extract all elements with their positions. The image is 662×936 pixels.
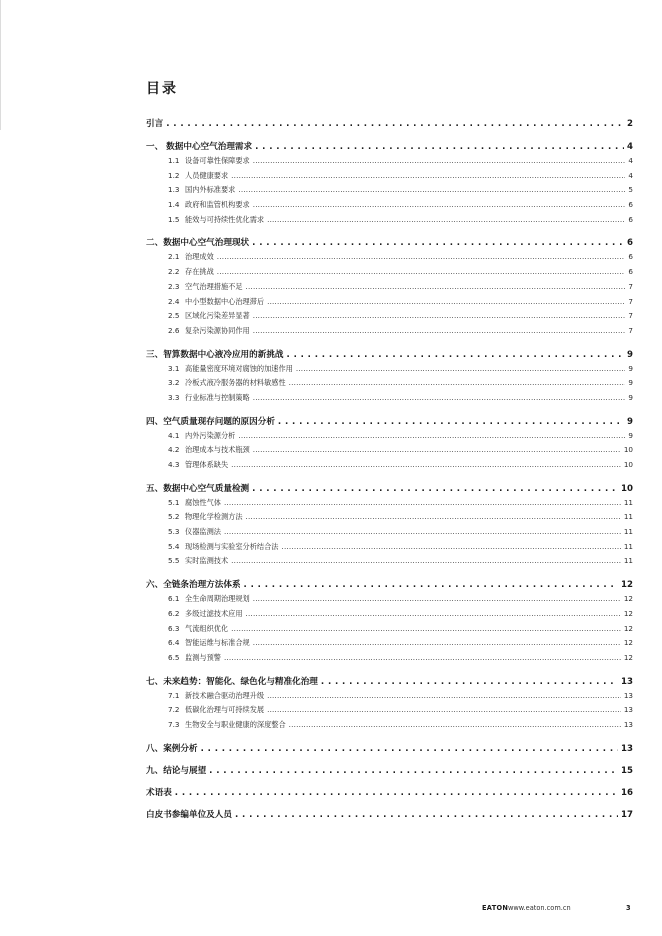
toc-subsection-number: 2.5 (168, 311, 180, 321)
toc-subsection-title: 物理化学检测方法 (185, 512, 243, 522)
toc-subsection-title: 空气治理措施不足 (185, 281, 243, 291)
toc-subsection[interactable] (146, 391, 633, 406)
toc-section[interactable] (146, 416, 633, 429)
toc-leader (253, 309, 626, 324)
toc-leader (287, 349, 625, 362)
toc-subsection-title: 高能量密度环境对腐蚀的加速作用 (185, 363, 293, 373)
toc-leader (231, 458, 621, 473)
toc-leader (224, 496, 621, 511)
toc-subsection-number: 6.5 (168, 652, 180, 662)
toc-leader (321, 676, 618, 689)
toc-subsection-title: 低碳化治理与可持续发展 (185, 705, 265, 715)
toc-leader (166, 118, 624, 131)
toc-subsection[interactable] (146, 651, 633, 666)
toc-section-title: 八、案例分析 (146, 743, 198, 754)
toc-subsection-title: 复杂污染源协同作用 (185, 325, 250, 335)
toc-page-number: 12 (623, 594, 633, 604)
toc-subsection-title: 仪器监测法 (185, 527, 221, 537)
toc-subsection-label (168, 183, 235, 198)
toc-page-number: 11 (623, 541, 633, 551)
toc-subsection-number: 2.3 (168, 281, 180, 291)
toc-section[interactable] (146, 787, 633, 800)
toc-subsection[interactable] (146, 265, 633, 280)
toc-subsection[interactable] (146, 154, 633, 169)
toc-subsection-label (168, 295, 264, 310)
toc-subsection-label (168, 651, 221, 666)
toc-subsection-label (168, 324, 250, 339)
toc-leader (267, 213, 625, 228)
toc-page-number: 7 (628, 311, 633, 321)
toc-subsection-number: 2.2 (168, 267, 180, 277)
toc-leader (231, 169, 625, 184)
toc-leader (253, 592, 621, 607)
toc-page-number: 16 (621, 787, 633, 798)
page-number: 3 (626, 904, 631, 912)
toc-subsection-label (168, 703, 264, 718)
toc-page-number: 2 (627, 119, 633, 129)
toc-subsection[interactable] (146, 607, 633, 622)
toc-subsection-number: 1.5 (168, 214, 180, 224)
toc-section[interactable] (146, 743, 633, 756)
toc-page-number: 6 (628, 214, 633, 224)
toc-section-title: 引言 (146, 119, 164, 129)
toc-section-title: 术语表 (146, 787, 172, 798)
toc-subsection-label (168, 429, 235, 444)
toc-subsection-label (168, 169, 228, 184)
toc-subsection-title: 能效与可持续性优化需求 (185, 214, 265, 224)
toc-subsection-number: 4.1 (168, 430, 180, 440)
toc-subsection[interactable] (146, 458, 633, 473)
toc-page-number: 13 (623, 690, 633, 700)
toc-subsection-number: 2.4 (168, 296, 180, 306)
toc-subsection-title: 存在挑战 (185, 267, 214, 277)
toc-page-number: 6 (628, 252, 633, 262)
toc-subsection-label (168, 458, 228, 473)
toc-subsection-number: 4.3 (168, 460, 180, 469)
toc-subsection[interactable] (146, 376, 633, 391)
toc-subsection[interactable] (146, 540, 633, 555)
toc-leader (246, 607, 621, 622)
toc-leader (253, 198, 626, 213)
toc-page-number: 17 (621, 809, 633, 820)
toc-subsection-title: 现场检测与实验室分析结合法 (185, 541, 279, 551)
toc-page-number: 13 (621, 743, 633, 754)
toc-page-number: 6 (628, 200, 633, 210)
page-title: 目录 (146, 81, 178, 97)
toc-subsection-label (168, 309, 250, 324)
toc-section[interactable] (146, 237, 633, 250)
toc-subsection-number: 6.2 (168, 608, 180, 618)
toc-page-number: 7 (628, 281, 633, 291)
toc-page-number: 9 (627, 349, 633, 360)
toc-page-number: 9 (628, 392, 633, 402)
toc-section-title: 六、全链条治理方法体系 (146, 580, 241, 591)
toc-subsection[interactable] (146, 689, 633, 704)
toc-subsection-title: 人员健康要求 (185, 170, 229, 180)
toc-subsection-number: 6.4 (168, 638, 180, 648)
toc-subsection[interactable] (146, 510, 633, 525)
toc-subsection-number: 3.3 (168, 392, 180, 402)
toc-leader (224, 525, 621, 540)
toc-subsection[interactable] (146, 554, 633, 569)
toc-page-number: 10 (623, 445, 633, 455)
toc-subsection-title: 实时监测技术 (185, 556, 229, 566)
toc-leader (252, 483, 618, 496)
toc-subsection-number: 1.4 (168, 200, 180, 210)
toc-section-title: 四、空气质量现存问题的原因分析 (146, 416, 275, 427)
toc-leader (231, 622, 621, 637)
toc-subsection-number: 4.2 (168, 445, 180, 455)
toc-subsection-label (168, 525, 221, 540)
toc-subsection-title: 管理体系缺失 (185, 460, 229, 469)
toc-page-number: 7 (628, 296, 633, 306)
toc-section[interactable] (146, 483, 633, 496)
toc-page-number: 12 (623, 638, 633, 648)
toc-subsection-title: 行业标准与控制策略 (185, 392, 250, 402)
toc-leader (209, 765, 618, 778)
toc-section-title: 五、数据中心空气质量检测 (146, 483, 250, 494)
toc-subsection[interactable] (146, 525, 633, 540)
toc-leader (278, 416, 624, 429)
toc-subsection-number: 5.4 (168, 541, 180, 551)
toc-subsection[interactable] (146, 250, 633, 265)
toc-subsection-number: 2.6 (168, 325, 180, 335)
toc-leader (296, 362, 626, 377)
toc-subsection-title: 区域化污染差异显著 (185, 311, 250, 321)
toc-subsection[interactable] (146, 443, 633, 458)
toc-subsection-label (168, 540, 278, 555)
toc-subsection-number: 5.3 (168, 527, 180, 537)
toc-page-number: 5 (628, 185, 633, 195)
toc-section-title: 白皮书参编单位及人员 (146, 809, 232, 820)
toc-subsection-label (168, 510, 243, 525)
toc-page-number: 10 (623, 460, 633, 469)
toc-subsection[interactable] (146, 429, 633, 444)
toc-section[interactable] (146, 141, 633, 154)
toc-page-number: 11 (623, 512, 633, 522)
toc-subsection-number: 6.1 (168, 594, 180, 604)
website-url: www.eaton.com.cn (508, 904, 571, 912)
toc-subsection-number: 5.1 (168, 497, 180, 507)
toc-subsection-label (168, 280, 243, 295)
toc-subsection-label (168, 554, 228, 569)
toc-subsection-number: 1.1 (168, 156, 180, 165)
toc-subsection-label (168, 689, 264, 704)
toc-subsection-title: 生物安全与职业健康的深度整合 (185, 719, 286, 729)
toc-section[interactable] (146, 809, 633, 822)
toc-subsection-label (168, 376, 286, 391)
toc-leader (267, 689, 621, 704)
toc-page-number: 11 (623, 527, 633, 537)
toc-subsection-number: 1.2 (168, 170, 180, 180)
toc-leader (201, 743, 618, 756)
toc-page-number: 9 (627, 416, 633, 427)
toc-leader (238, 429, 625, 444)
toc-subsection[interactable] (146, 718, 633, 733)
toc-subsection[interactable] (146, 280, 633, 295)
toc-section[interactable] (146, 676, 633, 689)
toc-subsection[interactable] (146, 636, 633, 651)
toc-subsection-label (168, 391, 250, 406)
toc-leader (267, 295, 625, 310)
toc-leader (255, 141, 624, 154)
toc-page-number: 10 (621, 483, 633, 494)
toc-leader (224, 651, 621, 666)
toc-page-number: 6 (628, 267, 633, 277)
toc-subsection-number: 2.1 (168, 252, 180, 262)
toc-leader (281, 540, 620, 555)
toc-subsection-number: 1.3 (168, 185, 180, 195)
toc-subsection-title: 中小型数据中心治理滞后 (185, 296, 265, 306)
toc-leader (253, 154, 626, 169)
toc-page-number: 6 (627, 238, 633, 249)
toc-section-title: 二、数据中心空气治理现状 (146, 238, 250, 249)
toc-page-number: 13 (623, 719, 633, 729)
toc-subsection[interactable] (146, 169, 633, 184)
toc-leader (267, 703, 621, 718)
brand-logo-text: EATON (482, 904, 509, 912)
toc-page-number: 9 (628, 363, 633, 373)
toc-section-title: 七、未来趋势：智能化、绿色化与精准化治理 (146, 676, 318, 687)
toc-page-number: 13 (623, 705, 633, 715)
toc-subsection-number: 3.1 (168, 363, 180, 373)
toc-leader (217, 250, 626, 265)
toc-subsection-label (168, 718, 286, 733)
toc-subsection[interactable] (146, 592, 633, 607)
toc-subsection-title: 设备可靠性保障要求 (185, 156, 250, 165)
toc-page-number: 4 (628, 170, 633, 180)
toc-subsection-label (168, 622, 228, 637)
toc-subsection-number: 5.2 (168, 512, 180, 522)
toc-subsection-number: 5.5 (168, 556, 180, 566)
toc-subsection-title: 监测与预警 (185, 652, 221, 662)
toc-leader (231, 554, 621, 569)
toc-leader (252, 237, 624, 250)
toc-page-number: 12 (623, 623, 633, 633)
toc-section[interactable] (146, 765, 633, 778)
toc-subsection-title: 气流组织优化 (185, 623, 229, 633)
toc-subsection-label (168, 198, 250, 213)
toc-subsection-title: 腐蚀性气体 (185, 497, 221, 507)
toc-page-number: 15 (621, 765, 633, 776)
toc-subsection-label (168, 265, 214, 280)
toc-subsection-label (168, 636, 250, 651)
toc-leader (217, 265, 626, 280)
toc-subsection-title: 国内外标准要求 (185, 185, 236, 195)
toc-subsection[interactable] (146, 362, 633, 377)
toc-leader (244, 579, 618, 592)
toc-subsection-number: 7.1 (168, 690, 180, 700)
toc-leader (238, 183, 625, 198)
toc-leader (253, 324, 626, 339)
toc-section[interactable] (146, 579, 633, 592)
toc-subsection[interactable] (146, 703, 633, 718)
toc-subsection-number: 7.3 (168, 719, 180, 729)
toc-subsection-label (168, 213, 264, 228)
toc-section[interactable] (146, 118, 633, 131)
toc-leader (289, 376, 626, 391)
toc-page-number: 12 (623, 608, 633, 618)
toc-subsection-label (168, 496, 221, 511)
margin-rule (0, 0, 1, 130)
toc-subsection[interactable] (146, 213, 633, 228)
toc-subsection[interactable] (146, 295, 633, 310)
toc-leader (175, 787, 618, 800)
toc-subsection-title: 政府和监管机构要求 (185, 200, 250, 210)
toc-page-number: 9 (628, 430, 633, 440)
toc-subsection-title: 内外污染源分析 (185, 430, 236, 440)
toc-subsection-number: 3.2 (168, 378, 180, 388)
toc-subsection-title: 冷板式液冷服务器的材料敏感性 (185, 378, 286, 388)
table-of-contents (146, 118, 633, 822)
toc-leader (289, 718, 621, 733)
toc-subsection-number: 6.3 (168, 623, 180, 633)
toc-subsection-title: 治理成效 (185, 252, 214, 262)
toc-subsection-label (168, 154, 250, 169)
toc-subsection-label (168, 362, 293, 377)
toc-leader (253, 391, 626, 406)
toc-page-number: 11 (623, 556, 633, 566)
toc-subsection-title: 智能运维与标准合规 (185, 638, 250, 648)
toc-subsection-number: 7.2 (168, 705, 180, 715)
toc-subsection-label (168, 607, 243, 622)
toc-subsection-title: 多级过滤技术应用 (185, 608, 243, 618)
toc-section-title: 九、结论与展望 (146, 765, 207, 776)
toc-subsection-title: 全生命周期治理规划 (185, 594, 250, 604)
toc-subsection-label (168, 250, 214, 265)
toc-subsection[interactable] (146, 309, 633, 324)
toc-subsection[interactable] (146, 622, 633, 637)
toc-subsection-label (168, 443, 250, 458)
toc-subsection[interactable] (146, 324, 633, 339)
toc-leader (246, 510, 621, 525)
toc-section[interactable] (146, 349, 633, 362)
toc-page-number: 12 (621, 580, 633, 591)
toc-leader (253, 636, 621, 651)
toc-section-title: 三、智算数据中心液冷应用的新挑战 (146, 349, 284, 360)
toc-page-number: 13 (621, 676, 633, 687)
toc-leader (253, 443, 621, 458)
toc-page-number: 4 (627, 142, 633, 152)
toc-page-number: 11 (623, 497, 633, 507)
toc-page-number: 4 (628, 156, 633, 165)
toc-section-title: 一、 数据中心空气治理需求 (146, 142, 253, 152)
toc-page-number: 9 (628, 378, 633, 388)
toc-page-number: 12 (623, 652, 633, 662)
toc-subsection-title: 治理成本与技术瓶颈 (185, 445, 250, 455)
toc-page-number: 7 (628, 325, 633, 335)
toc-subsection[interactable] (146, 198, 633, 213)
toc-leader (246, 280, 626, 295)
toc-leader (235, 809, 618, 822)
toc-subsection-title: 新技术融合驱动治理升级 (185, 690, 265, 700)
toc-subsection[interactable] (146, 496, 633, 511)
toc-subsection-label (168, 592, 250, 607)
toc-subsection[interactable] (146, 183, 633, 198)
